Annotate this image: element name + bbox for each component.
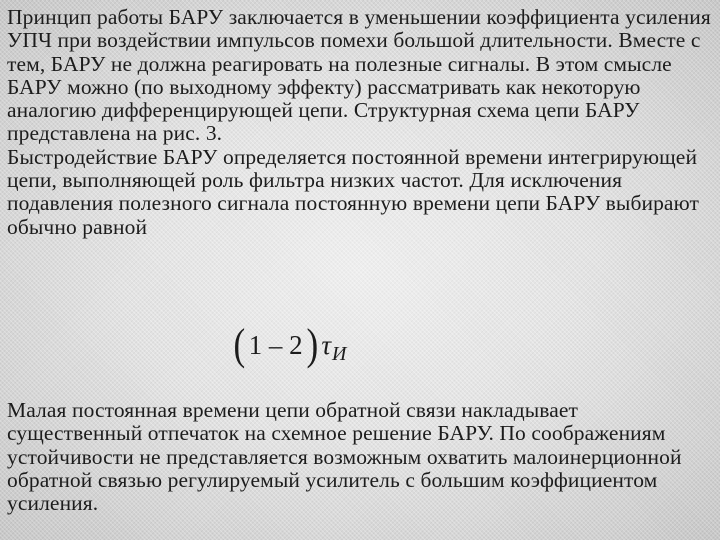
text-block-top [7, 6, 713, 239]
formula-time-constant [232, 320, 347, 369]
formula-open-paren: ( [233, 320, 246, 369]
formula-subscript: И [331, 342, 347, 365]
paragraph-feedback: Малая постоянная времени цепи обратной связи накладывает существенный отпечаток на схемное решение БАРУ. По соображениям устойчивости не представляется возможным охватить малоинерционной обратной связью регулируемый усилитель с большим коэффициентом усиления. [7, 398, 682, 516]
formula-close-paren: ) [306, 320, 318, 369]
text-block-bottom [7, 399, 713, 515]
paragraph-principle: Принцип работы БАРУ заключается в уменьшении коэффициента усиления УПЧ при воздействии импульсов помехи большой длительности. Вместе с тем, БАРУ не должна реагировать на полезные сигналы. В этом смысле БАРУ можно (по выходному эффекту) рассматривать как некоторую аналогию дифференцирующей цепи. Структурная схема цепи БАРУ представлена на рис. 3. [7, 5, 711, 146]
formula-expression: 1 – 2 [248, 330, 303, 360]
paragraph-speed: Быстродействие БАРУ определяется постоянной времени интегрирующей цепи, выполняющей роль фильтра низких частот. Для исключения подавления полезного сигнала постоянную времени цепи БАРУ выбирают обычно равной [7, 144, 699, 239]
formula-tau-symbol: τ [321, 330, 331, 360]
